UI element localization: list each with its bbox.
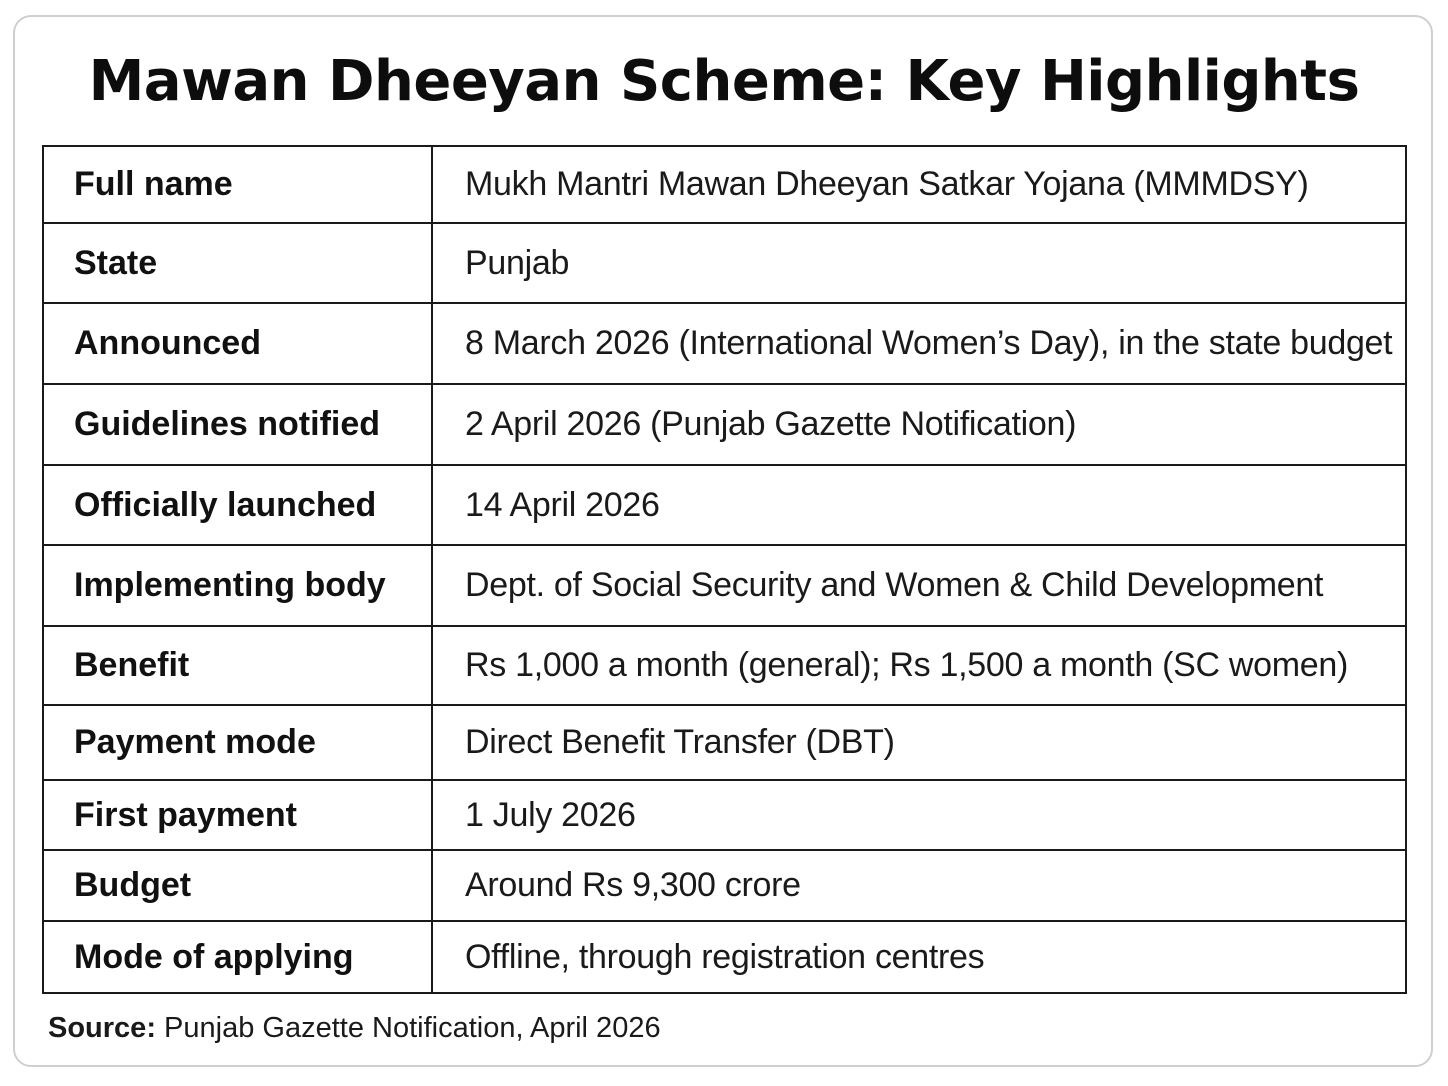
row-value: Rs 1,000 a month (general); Rs 1,500 a month (SC women): [432, 626, 1406, 705]
source-text: Punjab Gazette Notification, April 2026: [164, 1012, 661, 1044]
row-value: Dept. of Social Security and Women & Child Development: [432, 545, 1406, 626]
row-value: Offline, through registration centres: [432, 921, 1406, 993]
table-row: [43, 780, 1406, 850]
table-row: [43, 384, 1406, 465]
row-value: Punjab: [432, 223, 1406, 303]
table-row: [43, 465, 1406, 545]
table-row: [43, 850, 1406, 921]
source-label: Source:: [48, 1012, 156, 1044]
row-label: Budget: [43, 850, 432, 921]
row-label: Mode of applying: [43, 921, 432, 993]
table-row: [43, 146, 1406, 223]
table-row: [43, 545, 1406, 626]
table-row: [43, 223, 1406, 303]
table-row: [43, 921, 1406, 993]
row-value: Mukh Mantri Mawan Dheeyan Satkar Yojana (MMMDSY): [432, 146, 1406, 223]
page-title: Mawan Dheeyan Scheme: Key Highlights: [88, 49, 1360, 114]
row-value: 8 March 2026 (International Women’s Day), in the state budget: [432, 303, 1406, 384]
row-value: 1 July 2026: [432, 780, 1406, 850]
row-label: Officially launched: [43, 465, 432, 545]
row-value: Direct Benefit Transfer (DBT): [432, 705, 1406, 780]
row-label: Guidelines notified: [43, 384, 432, 465]
table-row: [43, 626, 1406, 705]
row-label: Implementing body: [43, 545, 432, 626]
table-row: [43, 303, 1406, 384]
row-label: First payment: [43, 780, 432, 850]
row-value: 14 April 2026: [432, 465, 1406, 545]
table-row: [43, 705, 1406, 780]
row-label: Announced: [43, 303, 432, 384]
source-note: [48, 1008, 661, 1048]
row-label: Payment mode: [43, 705, 432, 780]
row-value: 2 April 2026 (Punjab Gazette Notification): [432, 384, 1406, 465]
row-label: State: [43, 223, 432, 303]
row-label: Full name: [43, 146, 432, 223]
highlights-table: [42, 145, 1407, 994]
row-value: Around Rs 9,300 crore: [432, 850, 1406, 921]
row-label: Benefit: [43, 626, 432, 705]
